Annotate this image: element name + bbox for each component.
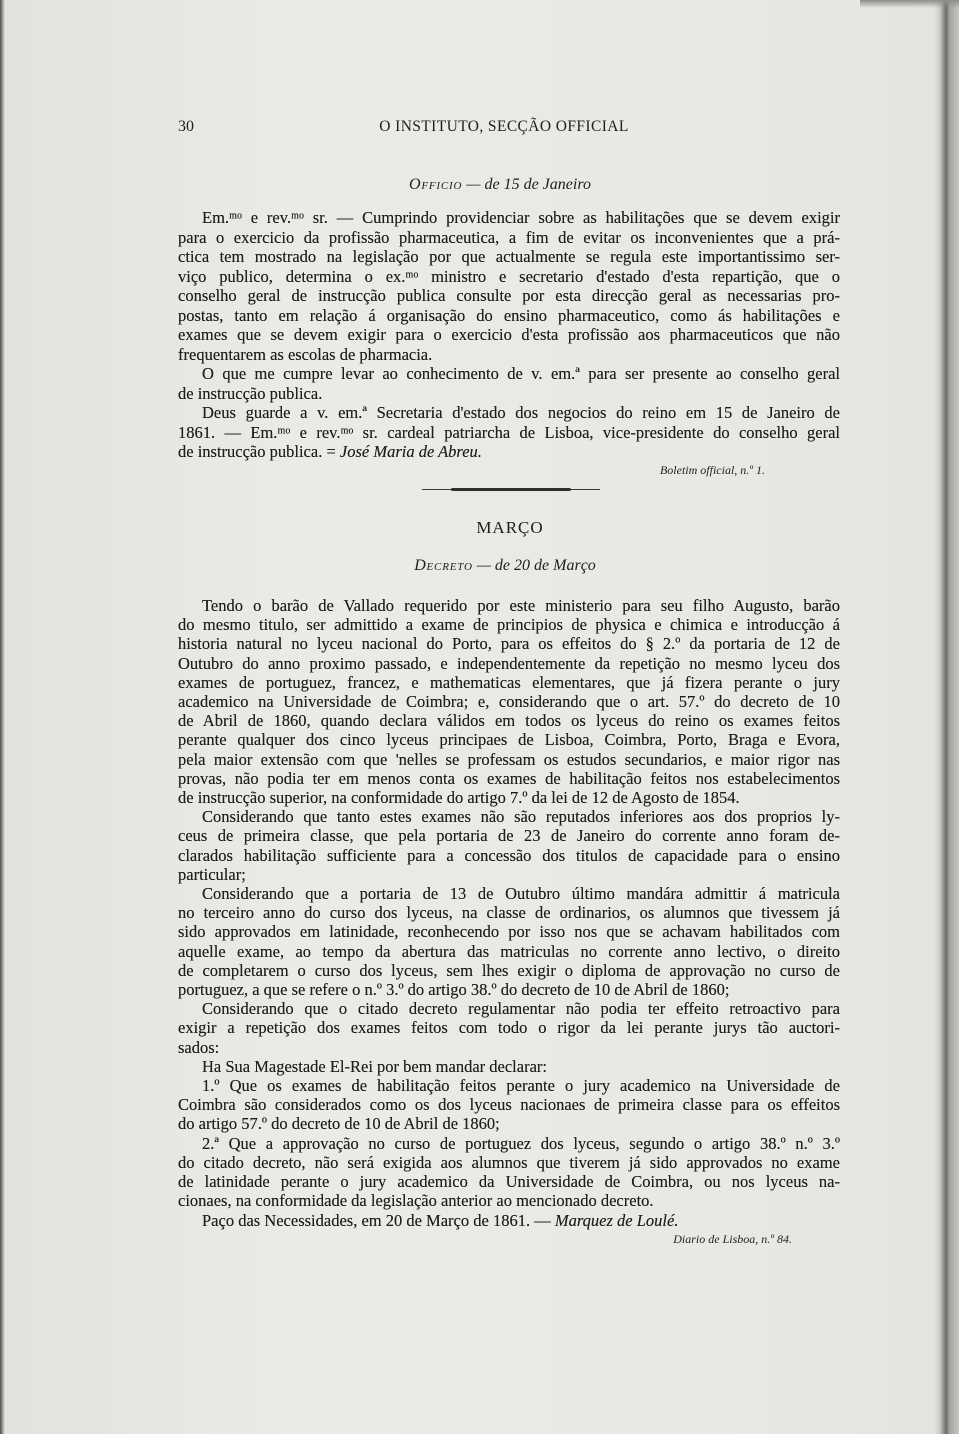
- line-text: 1.º Que os exames de habilitação feitos perante o jury academico na Universidade de: [202, 1076, 840, 1096]
- line-text: de Abril de 1860, quando declara válidos em todos os lyceus do reino os exames feitos: [178, 711, 840, 731]
- line-text: Considerando que a portaria de 13 de Outubro último mandára admittir á matricula: [202, 884, 840, 904]
- line-text: do citado decreto, não será exigida aos alumnos que tiverem já sido approvados no exame: [178, 1152, 840, 1172]
- line-text: do artigo 57.º do decreto de 10 de Abril de 1860;: [178, 1114, 500, 1134]
- text-line: [178, 228, 840, 248]
- line-text: de instrucção publica.: [178, 383, 323, 403]
- line-text: pela maior extensão com que 'nelles se professam os estudos secundarios, e maior rigor nas: [178, 749, 840, 769]
- divider-rule: [422, 489, 600, 490]
- page-number: 30: [178, 118, 194, 135]
- text-line: [178, 403, 840, 423]
- text-line: [178, 942, 840, 961]
- line-text: sados:: [178, 1037, 220, 1057]
- text-line: [178, 306, 840, 326]
- paragraph: [178, 1134, 840, 1211]
- line-text: 1861. — Em.ᵐᵒ e rev.ᵐᵒ sr. cardeal patriarcha de Lisboa, vice-presidente do conselho geral: [178, 422, 840, 442]
- line-text: 2.ª Que a approvação no curso de portuguez dos lyceus, segundo o artigo 38.º n.º 3.º: [202, 1133, 840, 1153]
- line-text: exames que se devem exigir para o exercicio d'esta profissão aos pharmaceuticos que não: [178, 325, 840, 344]
- text-line: [178, 1057, 840, 1076]
- text-line: [178, 654, 840, 673]
- line-text: de completarem o curso dos lyceus, sem lhes exigir o diploma de approvação no curso de: [178, 960, 840, 980]
- text-line: [178, 961, 840, 980]
- text-line: [178, 1153, 840, 1172]
- text-line: [178, 1191, 840, 1210]
- text-line: [178, 922, 840, 941]
- text-line: [178, 692, 840, 711]
- paragraph: [178, 364, 840, 403]
- line-text: aquelle exame, ao tempo da abertura das matriculas no corrente anno lectivo, o direito: [178, 941, 840, 961]
- paragraph: [178, 1076, 840, 1134]
- officio-source: Boletim official, n.º 1.: [659, 463, 765, 477]
- text-line: [178, 903, 840, 922]
- signature: Marquez de Loulé.: [554, 1210, 679, 1230]
- line-text: para o exercicio da profissão pharmaceutica, a fim de evitar os inconvenientes que a prá-: [178, 227, 840, 247]
- running-title: O INSTITUTO, SECÇÃO OFFICIAL: [379, 118, 629, 135]
- section-title-date: — de 15 de Janeiro: [466, 176, 591, 193]
- scan-edge-shadow: [860, 0, 959, 8]
- line-text: exames de portuguez, francez, e mathematicas elementares, que já fizera perante o jury: [178, 672, 840, 692]
- text-line: [178, 1134, 840, 1153]
- text-line: [178, 208, 840, 228]
- text-line: [178, 596, 840, 615]
- line-text: ctica tem mostrado na legislação por que actualmente se regula este importantissimo ser-: [178, 247, 840, 266]
- line-text: Coimbra são considerados como os dos lyceus nacionaes de primeira classe para os effeitos: [178, 1095, 840, 1115]
- text-line: [178, 325, 840, 345]
- text-line: [178, 1172, 840, 1191]
- text-line: [178, 846, 840, 865]
- line-text: portuguez, a que se refere o n.º 3.º do artigo 38.º do decreto de 10 de Abril de 1860;: [178, 980, 730, 1000]
- text-line: [178, 826, 840, 845]
- text-line: [178, 286, 840, 306]
- text-line: [178, 807, 840, 826]
- line-text: Ha Sua Magestade El-Rei por bem mandar declarar:: [202, 1056, 547, 1076]
- line-text: viço publico, determina o ex.ᵐᵒ ministro e secretario d'estado d'esta repartição, que o: [178, 266, 840, 286]
- text-line: [178, 345, 840, 365]
- line-text: clarados habilitação sufficiente para a concessão dos titulos de capacidade para o ensino: [178, 845, 840, 865]
- paragraph: [178, 1211, 840, 1230]
- line-text: provas, não podia ter em menos conta os exames de habilitação feitos nos estabelecimentos: [178, 768, 840, 788]
- line-text: perante qualquer dos cinco lyceus principaes de Lisboa, Coimbra, Porto, Braga e Evora,: [178, 730, 840, 750]
- paragraph: [178, 807, 840, 884]
- text-line: [178, 1114, 840, 1133]
- line-text: Outubro do anno proximo passado, e independentemente da repetição no mesmo lyceu dos: [178, 653, 840, 673]
- text-line: [178, 865, 840, 884]
- section-title-officio: [300, 175, 700, 195]
- paragraph: [178, 208, 840, 364]
- line-text: Deus guarde a v. em.ª Secretaria d'estado dos negocios do reino em 15 de Janeiro de: [202, 403, 840, 422]
- decreto-source: Diario de Lisboa, n.º 84.: [673, 1232, 792, 1246]
- text-line: [178, 980, 840, 999]
- text-line: [178, 442, 840, 462]
- line-text: sido approvados em latinidade, reconhecendo por isso nos que se achavam habilitados com: [178, 922, 840, 942]
- text-line: [178, 1038, 840, 1057]
- decreto-body: [178, 596, 840, 1230]
- line-text: academico na Universidade de Coimbra; e, considerando que o art. 57.º do decreto de 10: [178, 692, 840, 712]
- text-line: [178, 673, 840, 692]
- month-heading: MARÇO: [476, 518, 544, 537]
- line-text: conselho geral de instrucção publica consulte por esta direcção geral as necessarias pro-: [178, 286, 840, 305]
- text-line: [178, 1095, 840, 1114]
- text-line: [178, 1076, 840, 1095]
- text-line: [178, 247, 840, 267]
- line-text: ceus de primeira classe, que pela portaria de 23 de Janeiro do corrente anno foram de-: [178, 826, 840, 846]
- line-text: de instrucção superior, na conformidade do artigo 7.º da lei de 12 de Agosto de 1854.: [178, 788, 740, 808]
- text-line: [178, 615, 840, 634]
- line-text: de instrucção publica. =: [178, 442, 340, 461]
- line-text: de latinidade perante o jury academico da Universidade de Coimbra, ou nos lyceus na-: [178, 1172, 840, 1192]
- text-line: [178, 769, 840, 788]
- line-text: postas, tanto em relação á organisação do ensino pharmaceutico, como ás habilitações e: [178, 305, 840, 325]
- text-line: [178, 999, 840, 1018]
- signature: José Maria de Abreu.: [339, 442, 482, 461]
- text-line: [178, 423, 840, 443]
- text-line: [178, 750, 840, 769]
- divider-rule-swell: [451, 488, 571, 491]
- line-text: no terceiro anno do curso dos lyceus, na classe de ordinarios, os alumnos que tivessem já: [178, 903, 840, 923]
- text-line: [178, 267, 840, 287]
- text-line: [178, 1211, 840, 1230]
- line-text: frequentarem as escolas de pharmacia.: [178, 344, 433, 364]
- text-line: [178, 788, 840, 807]
- paragraph: [178, 403, 840, 462]
- section-title-kind: Decreto: [414, 557, 473, 574]
- line-text: historia natural no lyceu nacional do Porto, para os effeitos do § 2.º da portaria de 12 de: [178, 634, 840, 654]
- text-line: [178, 730, 840, 749]
- text-line: [178, 884, 840, 903]
- section-title-date: — de 20 de Março: [476, 557, 596, 574]
- paragraph: [178, 884, 840, 999]
- line-text: do mesmo titulo, ser admittido a exame de principios de physica e chimica e introducção á: [178, 615, 840, 635]
- line-text: Paço das Necessidades, em 20 de Março de 1861. —: [202, 1210, 555, 1230]
- line-text: exigir a repetição dos exames feitos com todo o rigor da lei perante jurys tão auctori-: [178, 1018, 840, 1038]
- text-line: [178, 711, 840, 730]
- line-text: Em.ᵐᵒ e rev.ᵐᵒ sr. — Cumprindo providenciar sobre as habilitações que se devem exigir: [202, 208, 840, 227]
- line-text: particular;: [178, 864, 246, 884]
- line-text: Considerando que o citado decreto regulamentar não podia ter effeito retroactivo para: [202, 999, 840, 1019]
- paragraph: [178, 999, 840, 1057]
- officio-body: [178, 208, 840, 462]
- line-text: Considerando que tanto estes exames não são reputados inferiores aos dos proprios ly-: [202, 807, 840, 827]
- section-title-decreto: [305, 556, 705, 576]
- line-text: cionaes, na conformidade da legislação anterior ao mencionado decreto.: [178, 1191, 654, 1211]
- line-text: Tendo o barão de Vallado requerido por este ministerio para seu filho Augusto, barão: [202, 596, 840, 615]
- paragraph: [178, 596, 840, 807]
- text-line: [178, 634, 840, 653]
- text-line: [178, 364, 840, 384]
- paragraph: [178, 1057, 840, 1076]
- text-line: [178, 384, 840, 404]
- text-line: [178, 1018, 840, 1037]
- section-title-kind: Officio: [409, 176, 463, 193]
- line-text: O que me cumpre levar ao conhecimento de v. em.ª para ser presente ao conselho geral: [202, 364, 840, 383]
